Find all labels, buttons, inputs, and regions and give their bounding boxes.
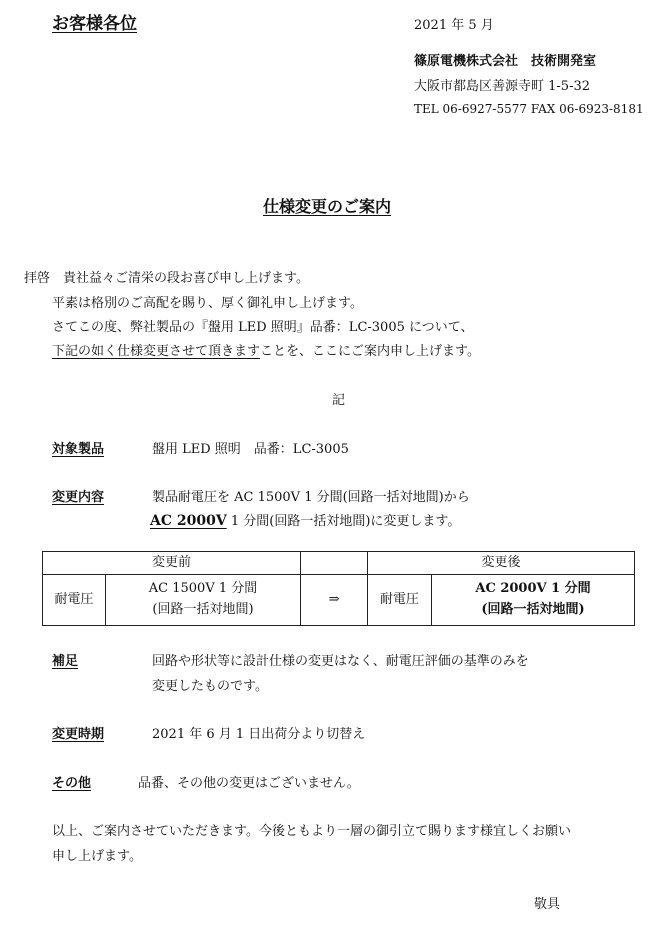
new-voltage-highlight: AC 2000V	[150, 513, 227, 529]
change-line-1: 製品耐電圧を AC 1500V 1 分間(回路一括対地間)から	[152, 490, 470, 505]
after-value-line-1: AC 2000V 1 分間	[475, 581, 591, 597]
after-header: 変更後	[368, 552, 635, 575]
company-name: 篠原電機株式会社 技術開発室	[414, 54, 597, 69]
spec-change-table	[42, 551, 635, 626]
product-value: 盤用 LED 照明 品番：LC-3005	[152, 442, 349, 457]
after-row-label: 耐電圧	[368, 575, 432, 626]
product-label: 対象製品	[52, 442, 105, 457]
table-row	[43, 575, 635, 626]
other-label: その他	[52, 776, 92, 791]
change-label: 変更内容	[52, 490, 105, 505]
closing-line-2: 申し上げます。	[52, 849, 142, 864]
closing-line-1: 以上、ご案内させていただきます。今後ともより一層の御引立て賜ります様宜しくお願い	[52, 824, 571, 839]
greeting-line-4-rest: ことを、ここにご案内申し上げます。	[260, 344, 480, 359]
note-label: 補足	[52, 654, 79, 669]
before-header: 変更前	[43, 552, 301, 575]
before-row-label: 耐電圧	[43, 575, 106, 626]
other-value: 品番、その他の変更はございません。	[138, 776, 360, 791]
before-value-line-2: (回路一括対地間)	[152, 602, 254, 617]
after-value	[432, 575, 635, 626]
change-line-2-rest: 1 分間(回路一括対地間)に変更します。	[226, 514, 461, 529]
change-line-2	[150, 514, 460, 528]
addressee: お客様各位	[52, 14, 137, 34]
before-value	[106, 575, 301, 626]
greeting-line-1: 拝啓 貴社益々ご清栄の段お喜び申し上げます。	[24, 271, 309, 286]
greeting-line-4	[52, 345, 480, 358]
timing-label: 変更時期	[52, 727, 105, 742]
document-title: 仕様変更のご案内	[263, 197, 392, 216]
header-spacer	[301, 552, 368, 575]
greeting-line-2: 平素は格別のご高配を賜り、厚く御礼申し上げます。	[52, 296, 363, 311]
timing-value: 2021 年 6 月 1 日出荷分より切替え	[152, 727, 366, 742]
company-contact: TEL 06-6927-5577 FAX 06-6923-8181	[414, 102, 644, 116]
arrow-cell: ⇒	[301, 575, 368, 626]
after-value-line-2: (回路一括対地間)	[481, 602, 585, 617]
table-header-row	[43, 552, 635, 575]
keigu: 敬具	[534, 897, 561, 912]
greeting-line-3: さてこの度、弊社製品の『盤用 LED 照明』品番：LC-3005 について、	[52, 320, 474, 335]
before-value-line-1: AC 1500V 1 分間	[148, 581, 258, 597]
issue-date: 2021 年 5 月	[414, 18, 494, 33]
company-address: 大阪市都島区善源寺町 1-5-32	[414, 79, 591, 94]
note-line-2: 変更したものです。	[152, 679, 268, 694]
greeting-underlined-phrase: 下記の如く仕様変更させて頂きます	[52, 344, 261, 359]
note-line-1: 回路や形状等に設計仕様の変更はなく、耐電圧評価の基準のみを	[152, 654, 529, 669]
ki-mark: 記	[332, 393, 346, 408]
